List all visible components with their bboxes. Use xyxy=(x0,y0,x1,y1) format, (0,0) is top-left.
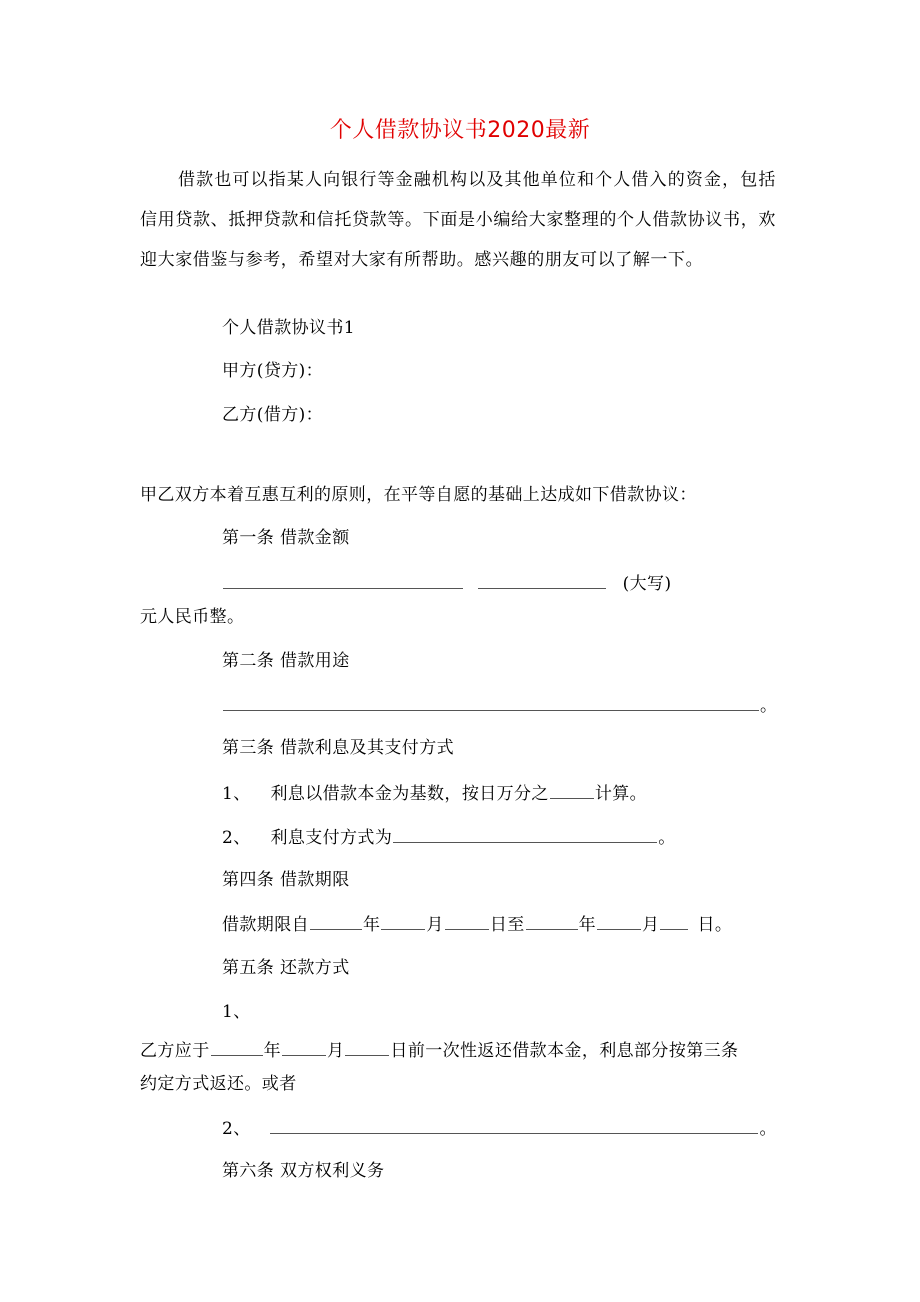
period-mark: 。 xyxy=(759,1119,777,1139)
agreement-heading: 个人借款协议书1 xyxy=(222,318,356,338)
period-mark: 。 xyxy=(658,828,676,848)
article-6-title: 第六条 双方权利义务 xyxy=(222,1161,385,1181)
article-5-item-1-number: 1、 xyxy=(222,1002,251,1022)
article-4-title: 第四条 借款期限 xyxy=(222,870,350,890)
end-day-blank[interactable] xyxy=(660,913,688,930)
repay-month-blank[interactable] xyxy=(282,1039,326,1056)
article-5-title: 第五条 还款方式 xyxy=(222,958,350,978)
month-label: 月 xyxy=(327,1041,345,1061)
article-5-item-1-line-2: 约定方式返还。或者 xyxy=(140,1074,297,1094)
party-b-label: 乙方(借方)： xyxy=(222,405,324,425)
amount-capital-blank[interactable] xyxy=(478,572,606,589)
repay-year-blank[interactable] xyxy=(211,1039,263,1056)
interest-rate-text: 利息以借款本金为基数，按日万分之 xyxy=(270,784,549,804)
start-year-blank[interactable] xyxy=(310,913,362,930)
capital-label: (大写) xyxy=(622,574,672,594)
start-month-blank[interactable] xyxy=(381,913,425,930)
item-number: 2、 xyxy=(222,1119,251,1139)
end-year-blank[interactable] xyxy=(526,913,578,930)
article-2-purpose-line xyxy=(222,694,777,717)
item-number: 1、 xyxy=(222,784,251,804)
article-3-item-1 xyxy=(222,782,647,805)
day-end-label: 日。 xyxy=(697,915,733,935)
payment-method-blank[interactable] xyxy=(393,826,657,843)
article-1-title: 第一条 借款金额 xyxy=(222,528,350,548)
repay-rest-text: 日前一次性返还借款本金，利息部分按第三条 xyxy=(390,1041,739,1061)
month-label: 月 xyxy=(426,915,444,935)
period-start-text: 借款期限自 xyxy=(222,915,309,935)
repay-day-blank[interactable] xyxy=(345,1039,389,1056)
currency-text: 元人民币整。 xyxy=(140,607,245,627)
payment-method-text: 利息支付方式为 xyxy=(270,828,393,848)
article-5-item-1 xyxy=(140,1039,738,1062)
article-2-title: 第二条 借款用途 xyxy=(222,651,350,671)
interest-rate-blank[interactable] xyxy=(550,782,594,799)
period-mark: 。 xyxy=(760,696,778,716)
year-label: 年 xyxy=(263,1041,282,1061)
month-label: 月 xyxy=(642,915,660,935)
repay-start-text: 乙方应于 xyxy=(140,1041,210,1061)
intro-paragraph: 借款也可以指某人向银行等金融机构以及其他单位和个人借入的资金，包括信用贷款、抵押贷款和信托贷款等。下面是小编给大家整理的个人借款协议书，欢迎大家借鉴与参考，希望对大家有所帮助。感兴趣的朋友可以了解一下。 xyxy=(140,170,776,270)
article-1-amount-line xyxy=(222,572,672,595)
interest-rate-end: 计算。 xyxy=(594,784,648,804)
year-label: 年 xyxy=(578,915,597,935)
day-to-label: 日至 xyxy=(489,915,525,935)
article-3-title: 第三条 借款利息及其支付方式 xyxy=(222,738,455,758)
document-title: 个人借款协议书2020最新 xyxy=(329,118,591,143)
party-a-label: 甲方(贷方)： xyxy=(222,361,324,381)
year-label: 年 xyxy=(363,915,381,935)
preamble-text: 甲乙双方本着互惠互利的原则，在平等自愿的基础上达成如下借款协议： xyxy=(140,485,697,505)
purpose-blank[interactable] xyxy=(223,694,759,711)
amount-blank[interactable] xyxy=(223,572,463,589)
article-3-item-2 xyxy=(222,826,676,849)
start-day-blank[interactable] xyxy=(445,913,489,930)
end-month-blank[interactable] xyxy=(597,913,641,930)
repay-alt-blank[interactable] xyxy=(270,1117,758,1134)
article-4-period-line xyxy=(222,913,732,936)
item-number: 2、 xyxy=(222,828,251,848)
article-5-item-2 xyxy=(222,1117,777,1140)
